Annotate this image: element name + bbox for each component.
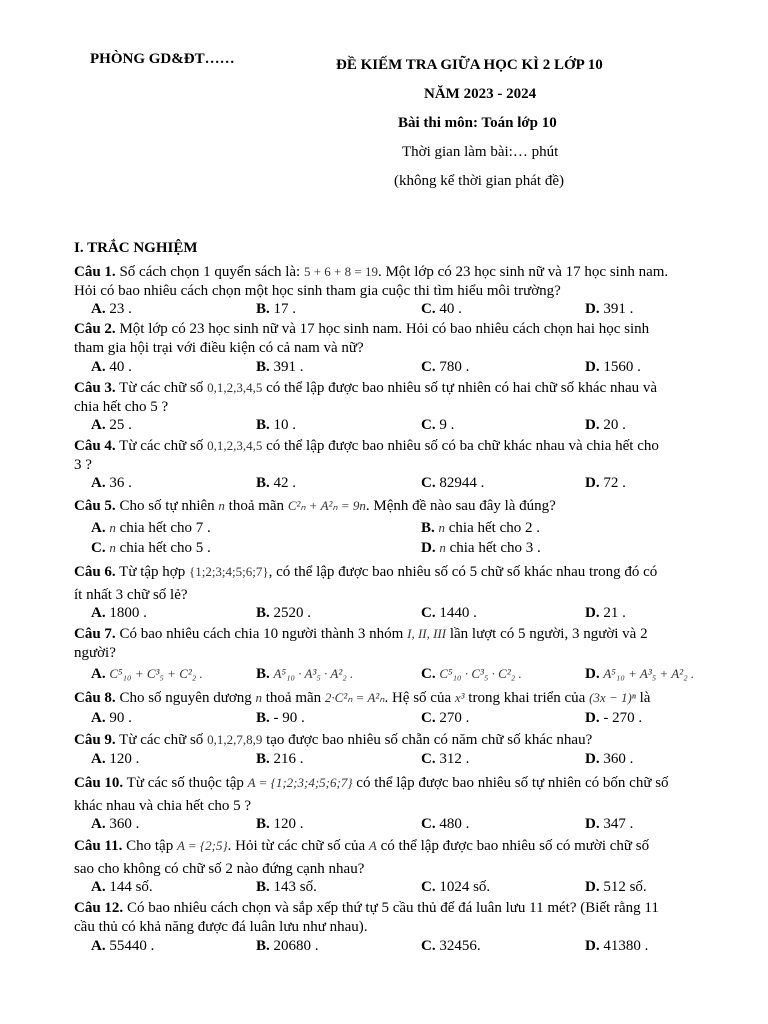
question-1 — [74, 262, 734, 301]
option-b[interactable]: B. 17 . — [256, 301, 297, 317]
option-c[interactable]: C. 1440 . — [421, 605, 477, 621]
option-c[interactable]: C. 780 . — [421, 359, 470, 375]
option-a[interactable]: A. 36 . — [91, 475, 132, 491]
option-d[interactable]: D. 20 . — [585, 417, 626, 433]
question-text-line2: tham gia hội trại với điều kiện có cả nam và nữ? — [74, 340, 364, 356]
option-b[interactable]: B. 42 . — [256, 475, 297, 491]
option-c[interactable]: C. 32456. — [421, 938, 481, 954]
question-text: Từ các chữ số — [115, 380, 208, 396]
option-d[interactable]: D. n chia hết cho 3 . — [421, 540, 541, 556]
question-text: Cho số nguyên dương — [115, 690, 256, 706]
question-text: có thể lập được bao nhiêu số tự nhiên có hai chữ số khác nhau và — [262, 380, 658, 396]
exam-title: ĐỀ KIẾM TRA GIỮA HỌC KÌ 2 LỚP 10 — [336, 57, 603, 73]
question-text-line2: cầu thủ có khả năng được đá luân lưu như nhau). — [74, 919, 368, 935]
question-text: thoả mãn — [224, 498, 288, 514]
question-text: Có bao nhiêu cách chia 10 người thành 3 nhóm — [115, 626, 408, 642]
question-text: Số cách chọn 1 quyển sách là: — [115, 264, 304, 280]
math-expression: 0,1,2,3,4,5 — [207, 380, 263, 395]
question-text: Một lớp có 23 học sinh nữ và 17 học sinh nam. Hỏi có bao nhiêu cách chọn hai học sinh — [115, 321, 650, 337]
option-b[interactable]: B. 10 . — [256, 417, 297, 433]
option-b[interactable]: B. 216 . — [256, 751, 304, 767]
option-c[interactable]: C. 480 . — [421, 816, 470, 832]
question-text-line2: chia hết cho 5 ? — [74, 399, 169, 415]
math-expression: n — [255, 690, 262, 705]
option-b[interactable]: B. A⁵₁₀ · A³₅ · A²₂ . — [256, 666, 354, 682]
question-label: Câu 5. — [74, 498, 116, 514]
question-text: lần lượt có 5 người, 3 người và 2 — [446, 626, 648, 642]
math-expression: 2·C²ₙ = A²ₙ — [324, 690, 385, 705]
option-a[interactable]: A. 25 . — [91, 417, 132, 433]
question-text: thoả mãn — [262, 690, 325, 706]
math-expression: I, II, III — [407, 626, 447, 641]
question-text: . Một lớp có 23 học sinh nữ và 17 học sinh nam. — [377, 264, 669, 280]
math-expression: A = {2;5} — [176, 838, 228, 853]
question-label: Câu 4. — [74, 438, 116, 454]
option-c[interactable]: C. 1024 số. — [421, 879, 491, 895]
question-text: tạo được bao nhiêu số chẵn có năm chữ số khác nhau? — [262, 732, 593, 748]
option-c[interactable]: C. n chia hết cho 5 . — [91, 540, 211, 556]
math-expression: {1;2;3;4;5;6;7} — [188, 564, 269, 579]
option-b[interactable]: B. n chia hết cho 2 . — [421, 520, 540, 536]
question-text: có thể lập được bao nhiêu số có mười chữ số — [376, 838, 650, 854]
question-text: Cho số tự nhiên — [115, 498, 219, 514]
option-a[interactable]: A. 1800 . — [91, 605, 147, 621]
option-a[interactable]: A. 360 . — [91, 816, 140, 832]
question-label: Câu 2. — [74, 321, 116, 337]
exam-year: NĂM 2023 - 2024 — [424, 86, 537, 102]
math-expression: 5 + 6 + 8 = 19 — [303, 264, 378, 279]
exam-time: Thời gian làm bài:… phút — [402, 144, 559, 160]
option-a[interactable]: A. 144 số. — [91, 879, 153, 895]
question-3 — [74, 378, 734, 417]
option-b[interactable]: B. 391 . — [256, 359, 304, 375]
option-d[interactable]: D. - 270 . — [585, 710, 643, 726]
question-label: Câu 6. — [74, 564, 116, 580]
question-label: Câu 7. — [74, 626, 116, 642]
math-expression: n — [218, 498, 225, 513]
question-label: Câu 11. — [74, 838, 123, 854]
option-a[interactable]: A. 40 . — [91, 359, 132, 375]
question-text-line2: Hỏi có bao nhiêu cách chọn một học sinh tham gia cuộc thi tìm hiểu môi trường? — [74, 283, 561, 299]
option-b[interactable]: B. - 90 . — [256, 710, 305, 726]
option-d[interactable]: D. 1560 . — [585, 359, 641, 375]
question-label: Câu 3. — [74, 380, 116, 396]
question-6 — [74, 562, 734, 605]
question-text: có thể lập được bao nhiêu số tự nhiên có bốn chữ số — [352, 775, 669, 791]
option-a[interactable]: A. 23 . — [91, 301, 132, 317]
question-text: trong khai triển của — [464, 690, 590, 706]
question-9 — [74, 730, 734, 750]
math-expression: A — [368, 838, 377, 853]
section-title: I. TRẮC NGHIỆM — [74, 240, 198, 256]
question-text: Có bao nhiêu cách chọn và sắp xếp thứ tự 5 cầu thủ để đá luân lưu 11 mét? (Biết rằng 11 — [123, 900, 659, 916]
question-text: Cho tập — [122, 838, 177, 854]
question-10 — [74, 773, 734, 816]
option-c[interactable]: C. C⁵₁₀ · C³₅ · C²₂ . — [421, 666, 522, 682]
option-d[interactable]: D. 21 . — [585, 605, 626, 621]
question-8 — [74, 688, 734, 708]
question-text: . Mệnh đề nào sau đây là đúng? — [365, 498, 556, 514]
question-text: Từ các chữ số — [115, 438, 208, 454]
option-c[interactable]: C. 270 . — [421, 710, 470, 726]
option-d[interactable]: D. 41380 . — [585, 938, 649, 954]
option-d[interactable]: D. 391 . — [585, 301, 634, 317]
question-4 — [74, 436, 734, 475]
question-5 — [74, 496, 734, 516]
math-expression: C²ₙ + A²ₙ = 9n — [287, 498, 366, 513]
option-b[interactable]: B. 2520 . — [256, 605, 312, 621]
question-text: Từ các chữ số — [115, 732, 208, 748]
math-expression: 0,1,2,7,8,9 — [207, 732, 263, 747]
question-label: Câu 8. — [74, 690, 116, 706]
option-a[interactable]: A. C⁵₁₀ + C³₅ + C²₂ . — [91, 666, 203, 682]
question-text-line2: 3 ? — [74, 457, 92, 473]
math-expression: A = {1;2;3;4;5;6;7} — [247, 775, 353, 790]
option-c[interactable]: C. 82944 . — [421, 475, 485, 491]
option-b[interactable]: B. 143 số. — [256, 879, 317, 895]
option-a[interactable]: A. 55440 . — [91, 938, 155, 954]
question-text: có thể lập được bao nhiêu số có ba chữ khác nhau và chia hết cho — [262, 438, 659, 454]
math-expression: (3x − 1)ⁿ — [589, 690, 636, 705]
question-label: Câu 12. — [74, 900, 124, 916]
question-11 — [74, 836, 734, 879]
question-text-line2: sao cho không có chữ số 2 nào đứng cạnh nhau? — [74, 861, 365, 877]
question-label: Câu 10. — [74, 775, 124, 791]
option-c[interactable]: C. 40 . — [421, 301, 462, 317]
option-b[interactable]: B. 120 . — [256, 816, 304, 832]
math-expression: x³ — [454, 690, 465, 705]
question-text-line2: ít nhất 3 chữ số lẻ? — [74, 587, 188, 603]
option-a[interactable]: A. 90 . — [91, 710, 132, 726]
option-d[interactable]: D. 360 . — [585, 751, 634, 767]
question-text: , có thể lập được bao nhiêu số có 5 chữ số khác nhau trong đó có — [268, 564, 658, 580]
option-a[interactable]: A. n chia hết cho 7 . — [91, 520, 211, 536]
question-label: Câu 9. — [74, 732, 116, 748]
question-text: Từ tập hợp — [115, 564, 189, 580]
question-text: . Hệ số của — [384, 690, 455, 706]
question-7 — [74, 624, 734, 663]
option-a[interactable]: A. 120 . — [91, 751, 140, 767]
option-d[interactable]: D. 72 . — [585, 475, 626, 491]
option-c[interactable]: C. 312 . — [421, 751, 470, 767]
question-text: Từ các số thuộc tập — [123, 775, 248, 791]
question-label: Câu 1. — [74, 264, 116, 280]
math-expression: 0,1,2,3,4,5 — [207, 438, 263, 453]
option-d[interactable]: D. A⁵₁₀ + A³₅ + A²₂ . — [585, 666, 695, 682]
option-c[interactable]: C. 9 . — [421, 417, 455, 433]
exam-note: (không kể thời gian phát đề) — [394, 173, 564, 189]
department: PHÒNG GD&ĐT…… — [90, 51, 235, 67]
option-d[interactable]: D. 512 số. — [585, 879, 647, 895]
question-12 — [74, 899, 734, 937]
question-text-line2: người? — [74, 645, 116, 661]
option-b[interactable]: B. 20680 . — [256, 938, 319, 954]
question-2 — [74, 320, 734, 358]
question-text: là — [635, 690, 651, 706]
option-d[interactable]: D. 347 . — [585, 816, 634, 832]
exam-subject: Bài thi môn: Toán lớp 10 — [398, 115, 557, 131]
question-text: . Hỏi từ các chữ số của — [227, 838, 369, 854]
question-text-line2: khác nhau và chia hết cho 5 ? — [74, 798, 252, 814]
